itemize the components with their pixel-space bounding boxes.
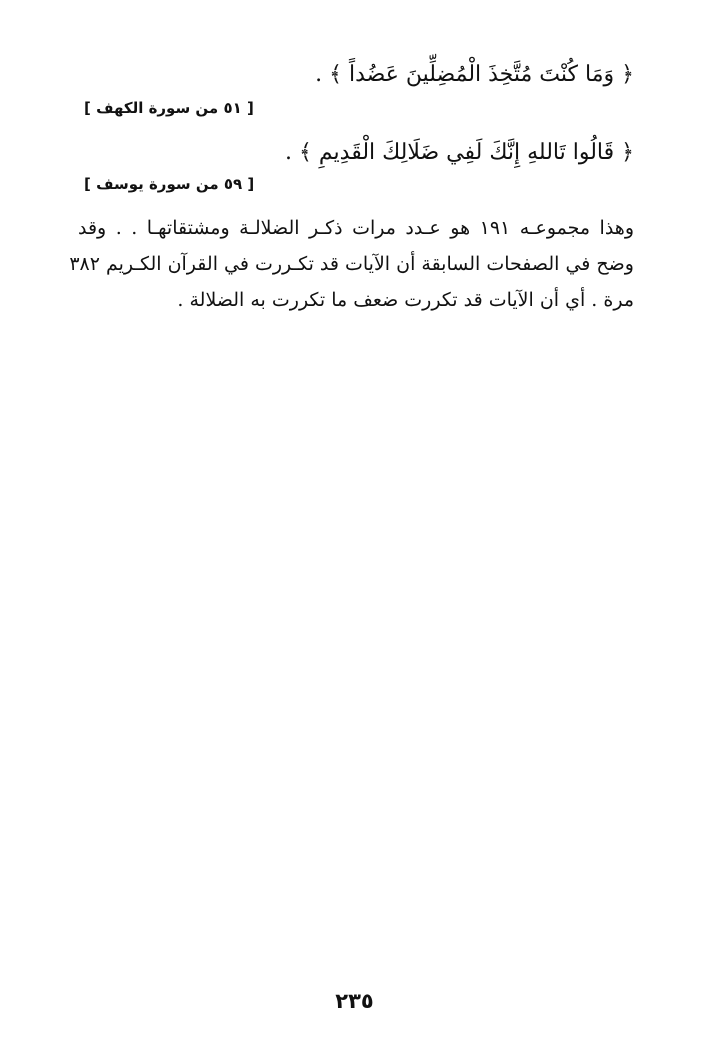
page-number: ٢٣٥: [335, 989, 374, 1013]
paragraph-line-3: مرة . أي أن الآيات قد تكررت ضعف ما تكررت به الضلالة .: [177, 289, 634, 311]
verse-1-reference: [ ٥١ من سورة الكهف ]: [84, 99, 254, 117]
quran-verse-1: ﴿ وَمَا كُنْتَ مُتَّخِذَ الْمُضِلِّينَ عَضُداً ﴾ .: [315, 62, 634, 87]
verse-2-reference: [ ٥٩ من سورة يوسف ]: [84, 175, 255, 193]
body-paragraph: [69, 210, 635, 318]
paragraph-line-2: وضح في الصفحات السابقة أن الآيات قد تكـررت في القرآن الكـريم ٣٨٢: [69, 253, 634, 275]
paragraph-line-1: وهذا مجموعـه ١٩١ هو عـدد مرات ذكـر الضلالـة ومشتقاتهـا . . وقد: [78, 217, 635, 239]
quran-verse-2: ﴿ قَالُوا تَاللهِ إِنَّكَ لَفِي ضَلَالِكَ الْقَدِيمِ ﴾ .: [285, 140, 634, 165]
